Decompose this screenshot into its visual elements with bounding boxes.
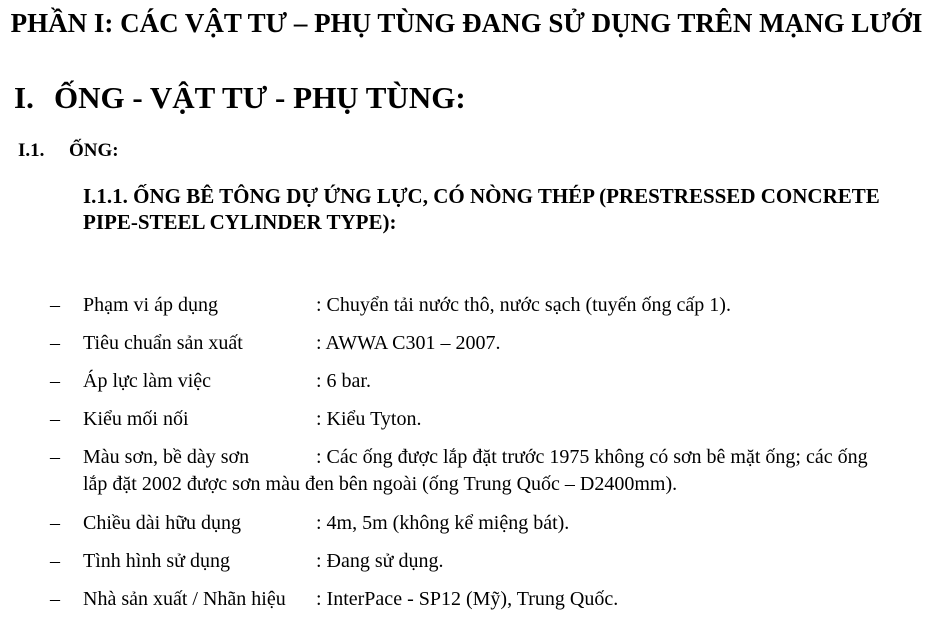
section-number: I.	[14, 80, 34, 115]
bullet-dash: –	[50, 332, 60, 354]
subsubsection-title: I.1.1. ỐNG BÊ TÔNG DỰ ỨNG LỰC, CÓ NÒNG THÉP (PRESTRESSED CONCRETE PIPE-STEEL CYLINDER TYPE):	[83, 184, 880, 234]
bullet-dash: –	[50, 370, 60, 392]
spec-item	[0, 292, 933, 319]
spec-value: : 6 bar.	[316, 370, 371, 392]
spec-item	[0, 368, 933, 395]
section-heading	[14, 78, 466, 118]
spec-label: Phạm vi áp dụng	[83, 294, 218, 316]
spec-label: Tình hình sử dụng	[83, 550, 230, 572]
bullet-dash: –	[50, 294, 60, 316]
spec-list	[0, 292, 933, 624]
spec-value: : Kiểu Tyton.	[316, 408, 422, 430]
spec-value: : InterPace - SP12 (Mỹ), Trung Quốc.	[316, 588, 619, 610]
bullet-dash: –	[50, 512, 60, 534]
spec-item	[0, 510, 933, 537]
section-title: ỐNG - VẬT TƯ - PHỤ TÙNG:	[54, 80, 466, 115]
spec-label: Màu sơn, bề dày sơn	[83, 446, 250, 468]
bullet-dash: –	[50, 446, 60, 468]
spec-value: : Chuyển tải nước thô, nước sạch (tuyến ống cấp 1).	[316, 294, 731, 316]
spec-label: Kiểu mối nối	[83, 408, 189, 430]
spec-value: : Đang sử dụng.	[316, 550, 444, 572]
part-title: PHẦN I: CÁC VẬT TƯ – PHỤ TÙNG ĐANG SỬ DỤNG TRÊN MẠNG LƯỚI	[10, 8, 923, 38]
spec-item	[0, 444, 933, 498]
spec-item	[0, 330, 933, 357]
spec-value: : Các ống được lắp đặt trước 1975 không có sơn bê mặt ống; các ống	[316, 446, 868, 468]
spec-label: Áp lực làm việc	[83, 370, 212, 392]
spec-label: Nhà sản xuất / Nhãn hiệu	[83, 588, 286, 610]
spec-value: : AWWA C301 – 2007.	[316, 332, 501, 354]
subsection-title: ỐNG:	[69, 140, 119, 161]
bullet-dash: –	[50, 550, 60, 572]
subsection-number: I.1.	[18, 140, 45, 161]
spec-value: : 4m, 5m (không kể miệng bát).	[316, 512, 570, 534]
spec-item	[0, 406, 933, 433]
spec-item	[0, 586, 933, 613]
spec-value-continued: lắp đặt 2002 được sơn màu đen bên ngoài (ống Trung Quốc – D2400mm).	[83, 473, 678, 495]
spec-item	[0, 548, 933, 575]
subsection-heading	[18, 138, 119, 164]
bullet-dash: –	[50, 408, 60, 430]
bullet-dash: –	[50, 588, 60, 610]
spec-label: Tiêu chuẩn sản xuất	[83, 332, 243, 354]
spec-label: Chiều dài hữu dụng	[83, 512, 242, 534]
